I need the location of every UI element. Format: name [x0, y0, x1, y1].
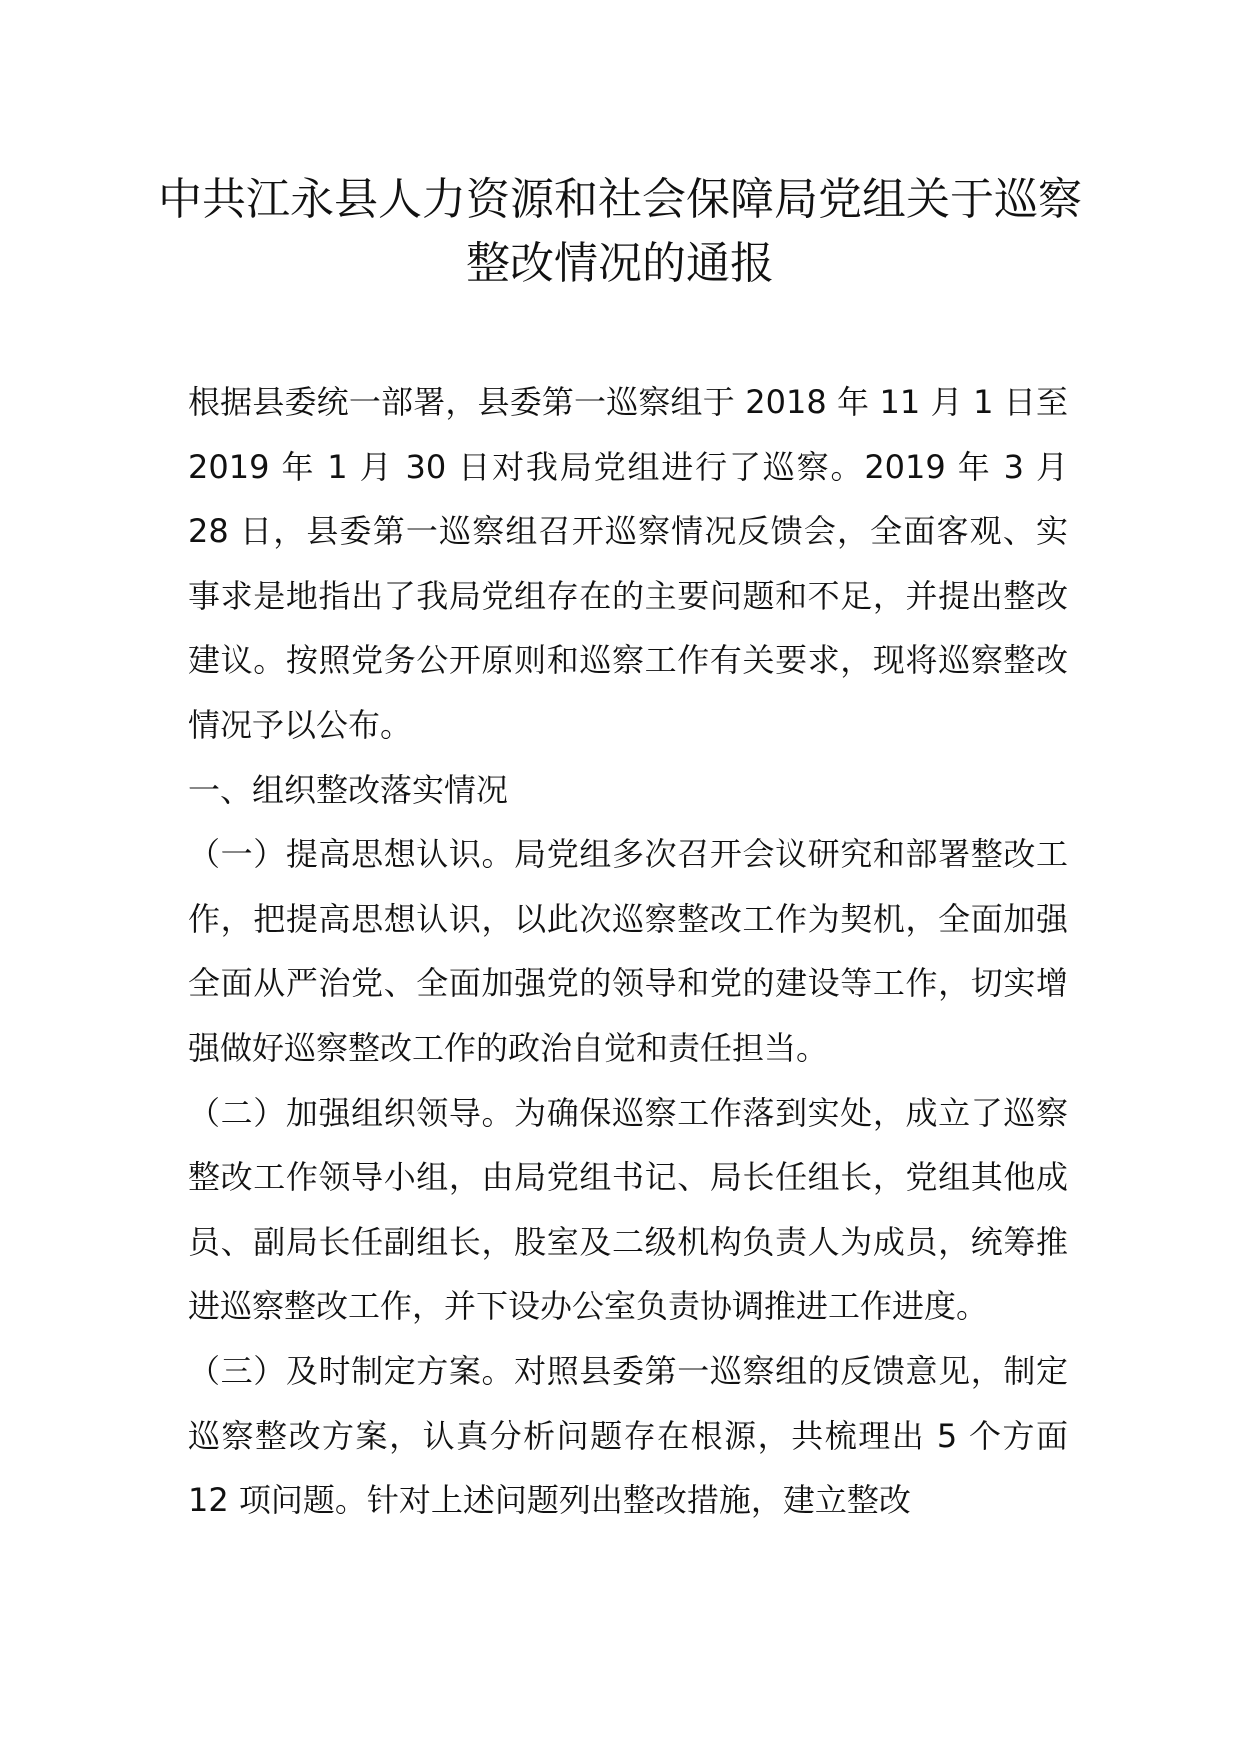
section-heading: 一、组织整改落实情况	[188, 770, 509, 809]
item-paragraph-1: （一）提高思想认识。局党组多次召开会议研究和部署整改工作，把提高思想认识，以此次巡察整改工作为契机，全面加强全面从严治党、全面加强党的领导和党的建设等工作，切实增强做好巡察整改工作的政治自觉和责任担当。	[188, 835, 1068, 1067]
document-body	[188, 370, 1068, 1533]
item-paragraph-3: （三）及时制定方案。对照县委第一巡察组的反馈意见，制定巡察整改方案，认真分析问题存在根源，共梳理出 5 个方面 12 项问题。针对上述问题列出整改措施，建立整改	[188, 1351, 1068, 1520]
intro-paragraph: 根据县委统一部署，县委第一巡察组于 2018 年 11 月 1 日至 2019 年 1 月 30 日对我局党组进行了巡察。2019 年 3 月 28 日，县委第一巡察组召开巡察情况反馈会，全面客观、实事求是地指出了我局党组存在的主要问题和不足，并提出整改建议。按照党务公开原则和巡察工作有关要求，现将巡察整改情况予以公布。	[188, 383, 1068, 744]
document-title: 中共江永县人力资源和社会保障局党组关于巡察整改情况的通报	[158, 174, 1082, 289]
item-paragraph-2: （二）加强组织领导。为确保巡察工作落到实处，成立了巡察整改工作领导小组，由局党组书记、局长任组长，党组其他成员、副局长任副组长，股室及二级机构负责人为成员，统筹推进巡察整改工作，并下设办公室负责协调推进工作进度。	[188, 1093, 1068, 1326]
